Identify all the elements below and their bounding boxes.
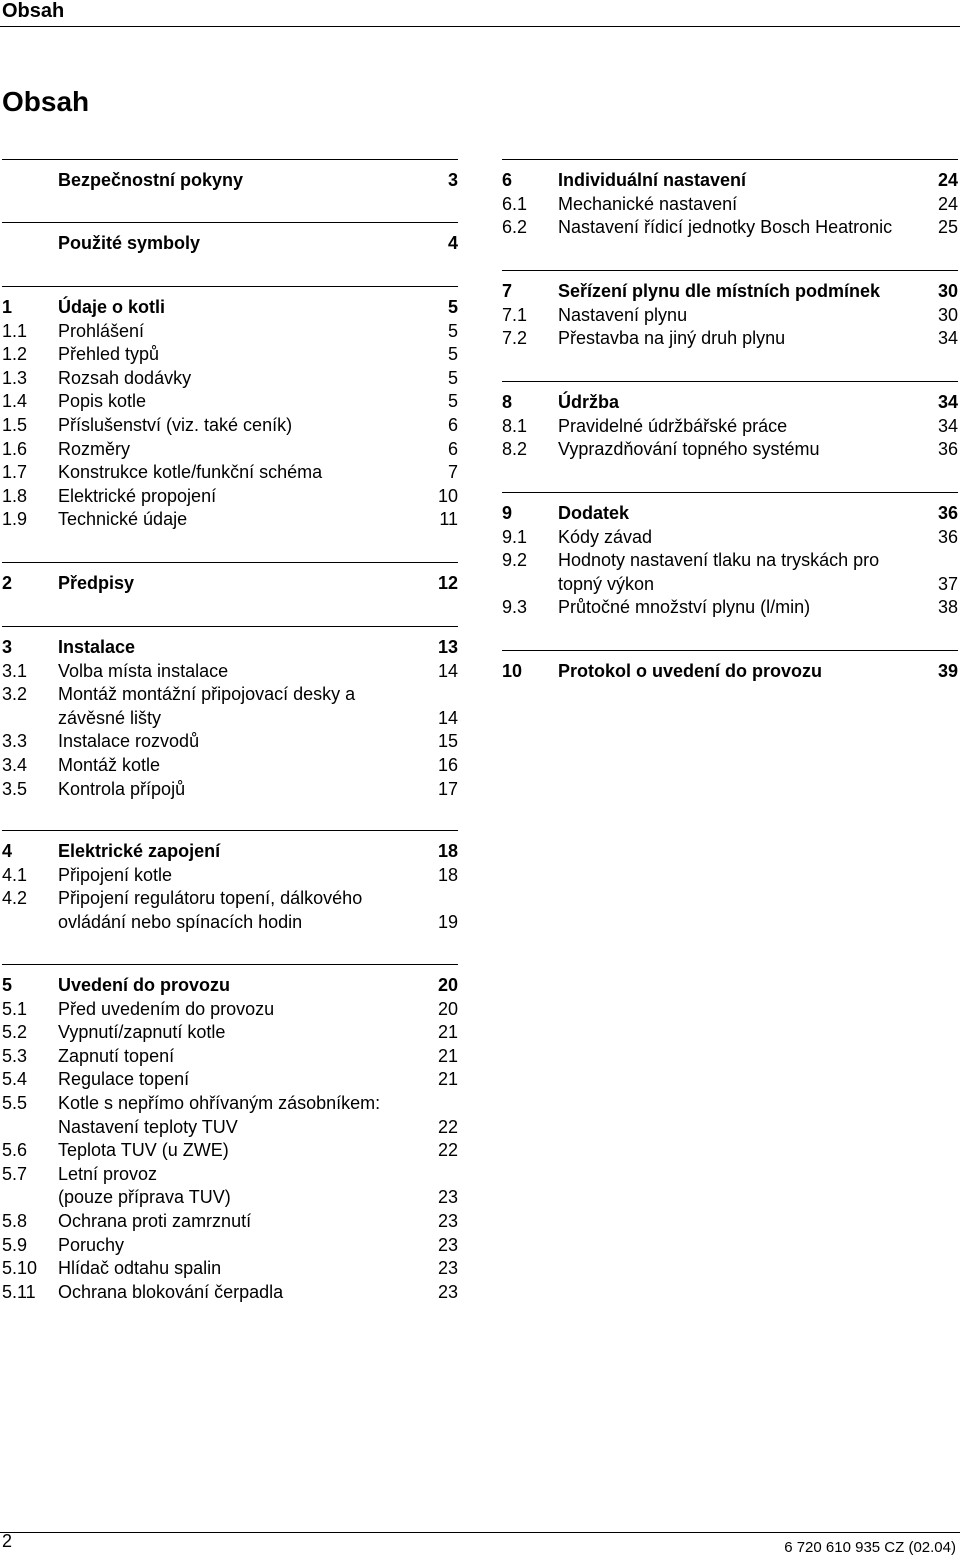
toc-entry-title (58, 683, 432, 730)
toc-entry-number: 5.5 (2, 1092, 28, 1113)
toc-entry-title-line: Vyprazdňování topného systému (558, 439, 820, 460)
toc-subentry (2, 461, 458, 485)
toc-subentry (2, 414, 458, 438)
toc-entry-title (558, 415, 932, 439)
toc-entry-title (558, 596, 932, 620)
toc-entry-number: 7.1 (502, 304, 528, 325)
toc-entry-page: 22 (437, 1140, 458, 1161)
toc-entry-page: 24 (937, 170, 958, 190)
toc-entry-title (58, 296, 442, 320)
toc-entry-title-line: Regulace topení (58, 1069, 190, 1090)
toc-subentry (2, 367, 458, 391)
toc-entry-number: 6.1 (502, 193, 528, 214)
toc-chapter-entry (502, 280, 958, 304)
toc-entry-number: 9.2 (502, 550, 528, 571)
toc-entry-page: 16 (437, 754, 458, 775)
toc-entry-title (58, 998, 432, 1022)
toc-subentry (502, 415, 958, 439)
toc-entry-title-line: Rozsah dodávky (58, 367, 192, 388)
toc-entry-number: 1.8 (2, 485, 28, 506)
toc-section (2, 626, 458, 801)
toc-subentry (2, 864, 458, 888)
toc-entry-title (58, 508, 433, 532)
toc-entry-number: 5.6 (2, 1140, 28, 1161)
toc-chapter-entry (2, 169, 458, 193)
toc-entry-page: 20 (437, 998, 458, 1019)
toc-entry-title-line: Údaje o kotli (58, 297, 166, 317)
toc-entry-page: 5 (447, 297, 458, 317)
toc-section (502, 381, 958, 462)
toc-entry-title-line: Konstrukce kotle/funkční schéma (58, 462, 323, 483)
toc-entry-number: 6 (502, 170, 513, 190)
toc-entry-title (58, 485, 432, 509)
toc-entry-number: 1.3 (2, 367, 28, 388)
toc-entry-title (58, 1281, 432, 1305)
toc-entry-title-line: Předpisy (58, 573, 135, 593)
toc-entry-title (558, 304, 932, 328)
header-rule (0, 26, 960, 27)
toc-chapter-entry (2, 840, 458, 864)
toc-entry-page: 7 (447, 462, 458, 483)
toc-section (502, 650, 958, 684)
toc-entry-page: 39 (937, 661, 958, 681)
toc-subentry (502, 193, 958, 217)
toc-entry-title (58, 1092, 432, 1139)
toc-entry-number: 5.1 (2, 998, 28, 1019)
toc-subentry (502, 549, 958, 596)
toc-entry-number: 5.2 (2, 1022, 28, 1043)
toc-section (2, 562, 458, 596)
toc-chapter-entry (2, 296, 458, 320)
toc-entry-title-line: Kódy závad (558, 526, 653, 547)
toc-entry-title (58, 1163, 432, 1210)
toc-chapter-entry (502, 169, 958, 193)
toc-entry-title-line: Přestavba na jiný druh plynu (558, 328, 786, 349)
toc-subentry (2, 754, 458, 778)
toc-entry-page: 5 (447, 320, 458, 341)
toc-entry-title (558, 526, 932, 550)
toc-section (502, 492, 958, 620)
toc-entry-page: 24 (937, 193, 958, 214)
toc-entry-title-line: Před uvedením do provozu (58, 998, 275, 1019)
toc-entry-title-line: Nastavení plynu (558, 304, 688, 325)
toc-entry-page: 36 (937, 439, 958, 460)
toc-entry-title-line: ovládání nebo spínacích hodin (58, 911, 303, 932)
toc-entry-title (58, 572, 432, 596)
toc-entry-page: 19 (437, 911, 458, 932)
toc-entry-title-line: Zapnutí topení (58, 1045, 175, 1066)
toc-entry-title (58, 1234, 432, 1258)
toc-entry-page: 18 (437, 864, 458, 885)
toc-entry-title-line: Elektrické propojení (58, 485, 217, 506)
toc-entry-title-line: Hodnoty nastavení tlaku na tryskách pro (558, 550, 880, 571)
toc-section (502, 159, 958, 240)
toc-entry-page: 23 (437, 1281, 458, 1302)
toc-entry-title-line: Použité symboly (58, 233, 201, 253)
toc-chapter-entry (2, 572, 458, 596)
toc-entry-page: 23 (437, 1210, 458, 1231)
toc-entry-title (58, 1068, 432, 1092)
toc-subentry (2, 1139, 458, 1163)
toc-entry-number: 5.10 (2, 1258, 38, 1279)
toc-subentry (502, 327, 958, 351)
toc-entry-title (58, 1210, 432, 1234)
toc-entry-title (58, 169, 442, 193)
toc-entry-number: 5.4 (2, 1069, 28, 1090)
toc-entry-title-line: Dodatek (558, 503, 630, 523)
toc-entry-number: 3.3 (2, 731, 28, 752)
toc-subentry (2, 1163, 458, 1210)
toc-entry-number: 9.1 (502, 526, 528, 547)
toc-entry-number: 3.5 (2, 778, 28, 799)
toc-entry-title-line: Kontrola přípojů (58, 778, 186, 799)
toc-entry-page: 6 (447, 438, 458, 459)
toc-entry-page: 23 (437, 1258, 458, 1279)
toc-entry-title-line: Bezpečnostní pokyny (58, 170, 244, 190)
toc-entry-page: 38 (937, 597, 958, 618)
toc-entry-title (58, 730, 432, 754)
footer-document-code: 6 720 610 935 CZ (02.04) (784, 1539, 956, 1556)
toc-subentry (2, 778, 458, 802)
toc-entry-title-line: závěsné lišty (58, 707, 162, 728)
toc-entry-page: 20 (437, 975, 458, 995)
toc-entry-title-line: Montáž montážní připojovací desky a (58, 684, 356, 705)
toc-entry-page: 22 (437, 1116, 458, 1137)
toc-entry-title (58, 438, 442, 462)
toc-entry-page: 25 (937, 217, 958, 238)
toc-entry-title-line: Montáž kotle (58, 754, 161, 775)
toc-subentry (2, 1234, 458, 1258)
toc-section (2, 286, 458, 532)
toc-entry-page: 11 (439, 509, 458, 530)
toc-entry-number: 1.1 (2, 320, 28, 341)
toc-entry-number: 3 (2, 637, 13, 657)
toc-entry-title-line: Letní provoz (58, 1163, 158, 1184)
toc-subentry (502, 438, 958, 462)
toc-entry-title (58, 343, 442, 367)
toc-entry-page: 21 (437, 1069, 458, 1090)
toc-entry-page: 10 (437, 485, 458, 506)
toc-entry-page: 30 (937, 304, 958, 325)
toc-subentry (2, 1210, 458, 1234)
toc-entry-title (58, 864, 432, 888)
toc-subentry (2, 1045, 458, 1069)
toc-entry-page: 14 (437, 707, 458, 728)
toc-section (502, 270, 958, 351)
toc-entry-page: 21 (437, 1045, 458, 1066)
toc-entry-title (58, 461, 442, 485)
running-header: Obsah (2, 0, 65, 22)
toc-entry-title (58, 1045, 432, 1069)
toc-entry-page: 6 (447, 414, 458, 435)
toc-entry-title (58, 390, 442, 414)
toc-entry-title (58, 367, 442, 391)
page-title: Obsah (2, 86, 90, 117)
toc-entry-title-line: Údržba (558, 392, 620, 412)
toc-entry-number: 4.2 (2, 888, 28, 909)
toc-entry-title-line: Elektrické zapojení (58, 841, 221, 861)
toc-subentry (2, 320, 458, 344)
toc-section (2, 159, 458, 193)
toc-subentry (502, 596, 958, 620)
toc-entry-title-line: Připojení kotle (58, 864, 173, 885)
toc-subentry (2, 390, 458, 414)
toc-entry-title (58, 778, 432, 802)
toc-subentry (2, 730, 458, 754)
toc-entry-title (558, 391, 932, 415)
toc-entry-title-line: Hlídač odtahu spalin (58, 1258, 222, 1279)
toc-entry-number: 5 (2, 975, 13, 995)
toc-entry-title-line: Instalace (58, 637, 136, 657)
toc-entry-page: 15 (437, 731, 458, 752)
toc-entry-page: 34 (937, 392, 958, 412)
toc-entry-title-line: Průtočné množství plynu (l/min) (558, 597, 811, 618)
toc-entry-number: 1.4 (2, 391, 28, 412)
toc-entry-page: 12 (437, 573, 458, 593)
toc-entry-title-line: Rozměry (58, 438, 131, 459)
toc-entry-title (58, 414, 442, 438)
toc-entry-title (558, 216, 932, 240)
toc-subentry (2, 343, 458, 367)
toc-entry-title-line: Poruchy (58, 1234, 125, 1255)
toc-subentry (2, 508, 458, 532)
toc-entry-title-line: Prohlášení (58, 320, 145, 341)
toc-chapter-entry (502, 502, 958, 526)
toc-section (2, 830, 458, 934)
toc-entry-page: 5 (447, 344, 458, 365)
toc-section (2, 222, 458, 256)
toc-entry-title-line: Seřízení plynu dle místních podmínek (558, 281, 881, 301)
toc-entry-page: 5 (447, 367, 458, 388)
toc-subentry (502, 304, 958, 328)
toc-entry-page: 17 (437, 778, 458, 799)
toc-entry-title-line: Nastavení řídicí jednotky Bosch Heatronic (558, 217, 893, 238)
toc-entry-page: 23 (437, 1234, 458, 1255)
toc-entry-title (558, 502, 932, 526)
toc-entry-page: 36 (937, 503, 958, 523)
toc-subentry (502, 526, 958, 550)
toc-entry-page: 21 (437, 1022, 458, 1043)
toc-entry-number: 3.4 (2, 754, 28, 775)
toc-entry-page: 18 (437, 841, 458, 861)
toc-entry-title (58, 1021, 432, 1045)
toc-subentry (2, 1257, 458, 1281)
toc-subentry (2, 485, 458, 509)
toc-entry-title (58, 974, 432, 998)
toc-entry-number: 7.2 (502, 328, 528, 349)
toc-subentry (2, 998, 458, 1022)
toc-entry-title (558, 169, 932, 193)
toc-entry-title-line: Pravidelné údržbářské práce (558, 415, 788, 436)
toc-entry-title-line: Kotle s nepřímo ohřívaným zásobníkem: (58, 1092, 381, 1113)
toc-entry-number: 3.2 (2, 684, 28, 705)
toc-entry-number: 9 (502, 503, 513, 523)
toc-entry-title (58, 1257, 432, 1281)
toc-entry-title (558, 549, 932, 596)
toc-entry-title (58, 840, 432, 864)
toc-entry-number: 4.1 (2, 864, 28, 885)
toc-entry-title-line: Vypnutí/zapnutí kotle (58, 1022, 226, 1043)
toc-entry-title-line: Přehled typů (58, 344, 160, 365)
toc-entry-title (58, 320, 442, 344)
toc-entry-title (558, 280, 932, 304)
toc-entry-number: 1.6 (2, 438, 28, 459)
toc-subentry (2, 438, 458, 462)
toc-entry-title (558, 438, 932, 462)
toc-entry-title (58, 636, 432, 660)
toc-entry-title-line: Ochrana proti zamrznutí (58, 1210, 252, 1231)
toc-chapter-entry (502, 660, 958, 684)
toc-entry-page: 13 (437, 637, 458, 657)
toc-entry-number: 5.3 (2, 1045, 28, 1066)
toc-entry-title (558, 660, 932, 684)
toc-subentry (2, 1068, 458, 1092)
toc-subentry (2, 1281, 458, 1305)
toc-entry-number: 6.2 (502, 217, 528, 238)
footer-page-number: 2 (2, 1531, 13, 1551)
toc-entry-page: 3 (447, 170, 458, 190)
toc-entry-title (558, 327, 932, 351)
toc-entry-title-line: Uvedení do provozu (58, 975, 231, 995)
toc-entry-title-line: Individuální nastavení (558, 170, 747, 190)
toc-entry-number: 1 (2, 297, 13, 317)
toc-subentry (2, 683, 458, 730)
toc-entry-number: 7 (502, 281, 513, 301)
toc-entry-title-line: topný výkon (558, 573, 655, 594)
toc-entry-number: 1.9 (2, 509, 28, 530)
toc-entry-number: 9.3 (502, 597, 528, 618)
toc-entry-page: 5 (447, 391, 458, 412)
toc-entry-number: 4 (2, 841, 13, 861)
toc-entry-title-line: Ochrana blokování čerpadla (58, 1281, 284, 1302)
toc-chapter-entry (2, 974, 458, 998)
toc-entry-title-line: (pouze příprava TUV) (58, 1187, 231, 1208)
toc-entry-title (58, 1139, 432, 1163)
toc-entry-title-line: Technické údaje (58, 509, 188, 530)
toc-entry-title-line: Příslušenství (viz. také ceník) (58, 414, 293, 435)
toc-subentry (2, 1092, 458, 1139)
toc-entry-number: 2 (2, 573, 13, 593)
toc-entry-title-line: Volba místa instalace (58, 660, 229, 681)
toc-entry-title-line: Protokol o uvedení do provozu (558, 661, 823, 681)
toc-entry-number: 3.1 (2, 660, 28, 681)
toc-entry-page: 14 (437, 660, 458, 681)
toc-subentry (2, 887, 458, 934)
toc-chapter-entry (502, 391, 958, 415)
toc-entry-page: 37 (937, 573, 958, 594)
toc-chapter-entry (2, 232, 458, 256)
toc-entry-page: 23 (437, 1187, 458, 1208)
toc-entry-title (58, 660, 432, 684)
toc-entry-title-line: Mechanické nastavení (558, 193, 738, 214)
toc-entry-page: 34 (937, 415, 958, 436)
toc-entry-number: 1.5 (2, 414, 28, 435)
toc-entry-number: 5.9 (2, 1234, 28, 1255)
toc-entry-title-line: Popis kotle (58, 391, 147, 412)
toc-entry-page: 4 (447, 233, 458, 253)
toc-entry-title-line: Instalace rozvodů (58, 731, 200, 752)
toc-entry-number: 8 (502, 392, 513, 412)
toc-entry-title (58, 754, 432, 778)
toc-section (2, 964, 458, 1304)
toc-entry-title (58, 232, 442, 256)
toc-entry-number: 10 (502, 661, 523, 681)
toc-entry-title-line: Nastavení teploty TUV (58, 1116, 238, 1137)
toc-entry-page: 36 (937, 526, 958, 547)
toc-entry-number: 5.7 (2, 1163, 28, 1184)
toc-chapter-entry (2, 636, 458, 660)
toc-entry-number: 1.7 (2, 462, 28, 483)
toc-entry-number: 8.1 (502, 415, 528, 436)
footer-rule (0, 1532, 960, 1533)
toc-entry-number: 8.2 (502, 439, 528, 460)
toc-entry-number: 1.2 (2, 344, 28, 365)
toc-subentry (2, 660, 458, 684)
toc-entry-page: 30 (937, 281, 958, 301)
toc-entry-number: 5.11 (2, 1281, 36, 1302)
toc-entry-title (58, 887, 432, 934)
toc-subentry (502, 216, 958, 240)
toc-entry-title-line: Teplota TUV (u ZWE) (58, 1140, 229, 1161)
toc-entry-title-line: Připojení regulátoru topení, dálkového (58, 888, 363, 909)
toc-subentry (2, 1021, 458, 1045)
toc-entry-number: 5.8 (2, 1210, 28, 1231)
toc-entry-page: 34 (937, 328, 958, 349)
toc-entry-title (558, 193, 932, 217)
